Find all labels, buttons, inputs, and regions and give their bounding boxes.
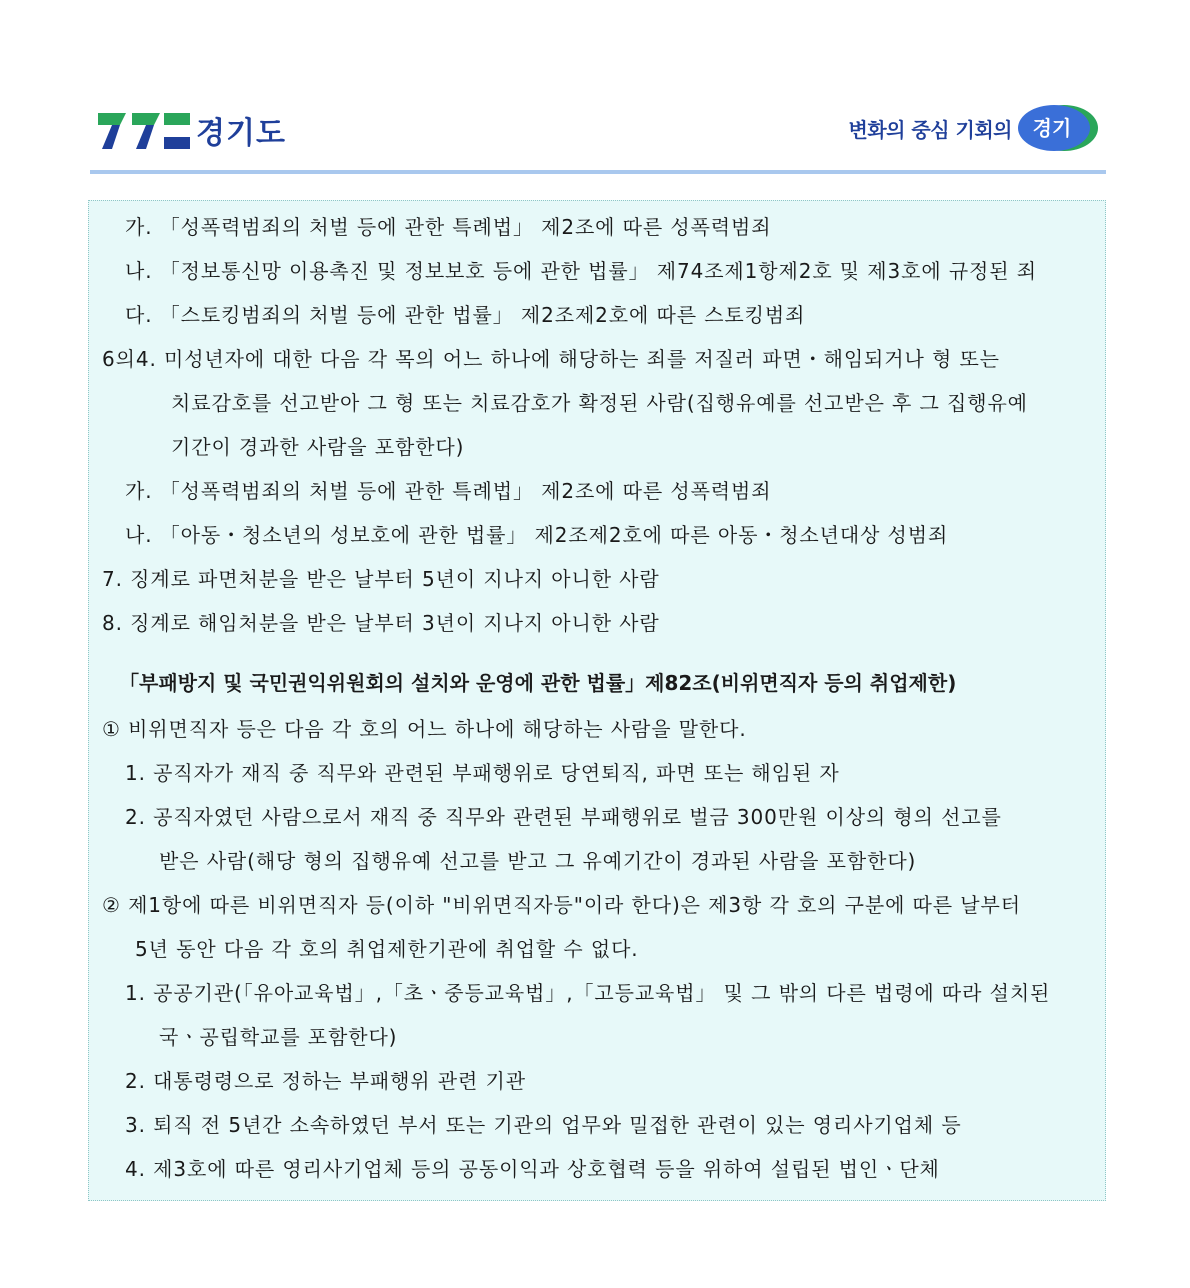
text-line: 국ㆍ공립학교를 포함한다)	[159, 1025, 398, 1049]
text-line: 치료감호를 선고받아 그 형 또는 치료감호가 확정된 사람(집행유예를 선고받은 후 그 집행유예	[171, 391, 1028, 415]
text-line: 7. 징계로 파면처분을 받은 날부터 5년이 지나지 아니한 사람	[102, 567, 660, 591]
text-line: 다. 「스토킹범죄의 처벌 등에 관한 법률」 제2조제2호에 따른 스토킹범죄	[125, 303, 806, 327]
law-excerpt-box	[88, 200, 1106, 1201]
slogan-badge-label: 경기	[1032, 116, 1072, 140]
page-header	[90, 100, 1106, 160]
gyeonggi-logo-icon	[98, 109, 190, 151]
text-line: 2. 공직자였던 사람으로서 재직 중 직무와 관련된 부패행위로 벌금 300만원 이상의 형의 선고를	[125, 805, 1002, 829]
text-line: 받은 사람(해당 형의 집행유예 선고를 받고 그 유예기간이 경과된 사람을 포함한다)	[159, 849, 917, 873]
text-line: 1. 공공기관(「유아교육법」,「초ㆍ중등교육법」,「고등교육법」 및 그 밖의 다른 법령에 따라 설치된	[125, 981, 1051, 1005]
text-line: 나. 「아동・청소년의 성보호에 관한 법률」 제2조제2호에 따른 아동・청소년대상 성범죄	[125, 523, 949, 547]
text-line: 2. 대통령령으로 정하는 부패행위 관련 기관	[125, 1069, 526, 1093]
text-line: 8. 징계로 해임처분을 받은 날부터 3년이 지나지 아니한 사람	[102, 611, 660, 635]
text-line: ② 제1항에 따른 비위면직자 등(이하 "비위면직자등"이라 한다)은 제3항 각 호의 구분에 따른 날부터	[102, 893, 1021, 917]
header-divider	[90, 170, 1106, 174]
text-line: 1. 공직자가 재직 중 직무와 관련된 부패행위로 당연퇴직, 파면 또는 해임된 자	[125, 761, 840, 785]
slogan-logo	[849, 104, 1101, 152]
slogan-text: 변화의 중심 기회의	[848, 117, 1012, 142]
text-line: 6의4. 미성년자에 대한 다음 각 목의 어느 하나에 해당하는 죄를 저질러 파면・해임되거나 형 또는	[102, 347, 1000, 371]
logo-text: 경기도	[196, 116, 286, 151]
text-line: 3. 퇴직 전 5년간 소속하였던 부서 또는 기관의 업무와 밀접한 관련이 있는 영리사기업체 등	[125, 1113, 962, 1137]
text-line: 가. 「성폭력범죄의 처벌 등에 관한 특례법」 제2조에 따른 성폭력범죄	[125, 479, 772, 503]
slogan-badge	[1016, 104, 1100, 152]
text-line: 가. 「성폭력범죄의 처벌 등에 관한 특례법」 제2조에 따른 성폭력범죄	[125, 215, 772, 239]
text-line: ① 비위면직자 등은 다음 각 호의 어느 하나에 해당하는 사람을 말한다.	[102, 717, 747, 741]
gyeonggi-logo	[98, 108, 286, 152]
section-heading: 「부패방지 및 국민권익위원회의 설치와 운영에 관한 법률」제82조(비위면직자 등의 취업제한)	[119, 671, 957, 695]
text-line: 기간이 경과한 사람을 포함한다)	[171, 435, 465, 459]
text-line: 나. 「정보통신망 이용촉진 및 정보보호 등에 관한 법률」 제74조제1항제2호 및 제3호에 규정된 죄	[125, 259, 1037, 283]
text-line: 5년 동안 다음 각 호의 취업제한기관에 취업할 수 없다.	[135, 937, 639, 961]
text-line: 4. 제3호에 따른 영리사기업체 등의 공동이익과 상호협력 등을 위하여 설립된 법인ㆍ단체	[125, 1157, 940, 1181]
